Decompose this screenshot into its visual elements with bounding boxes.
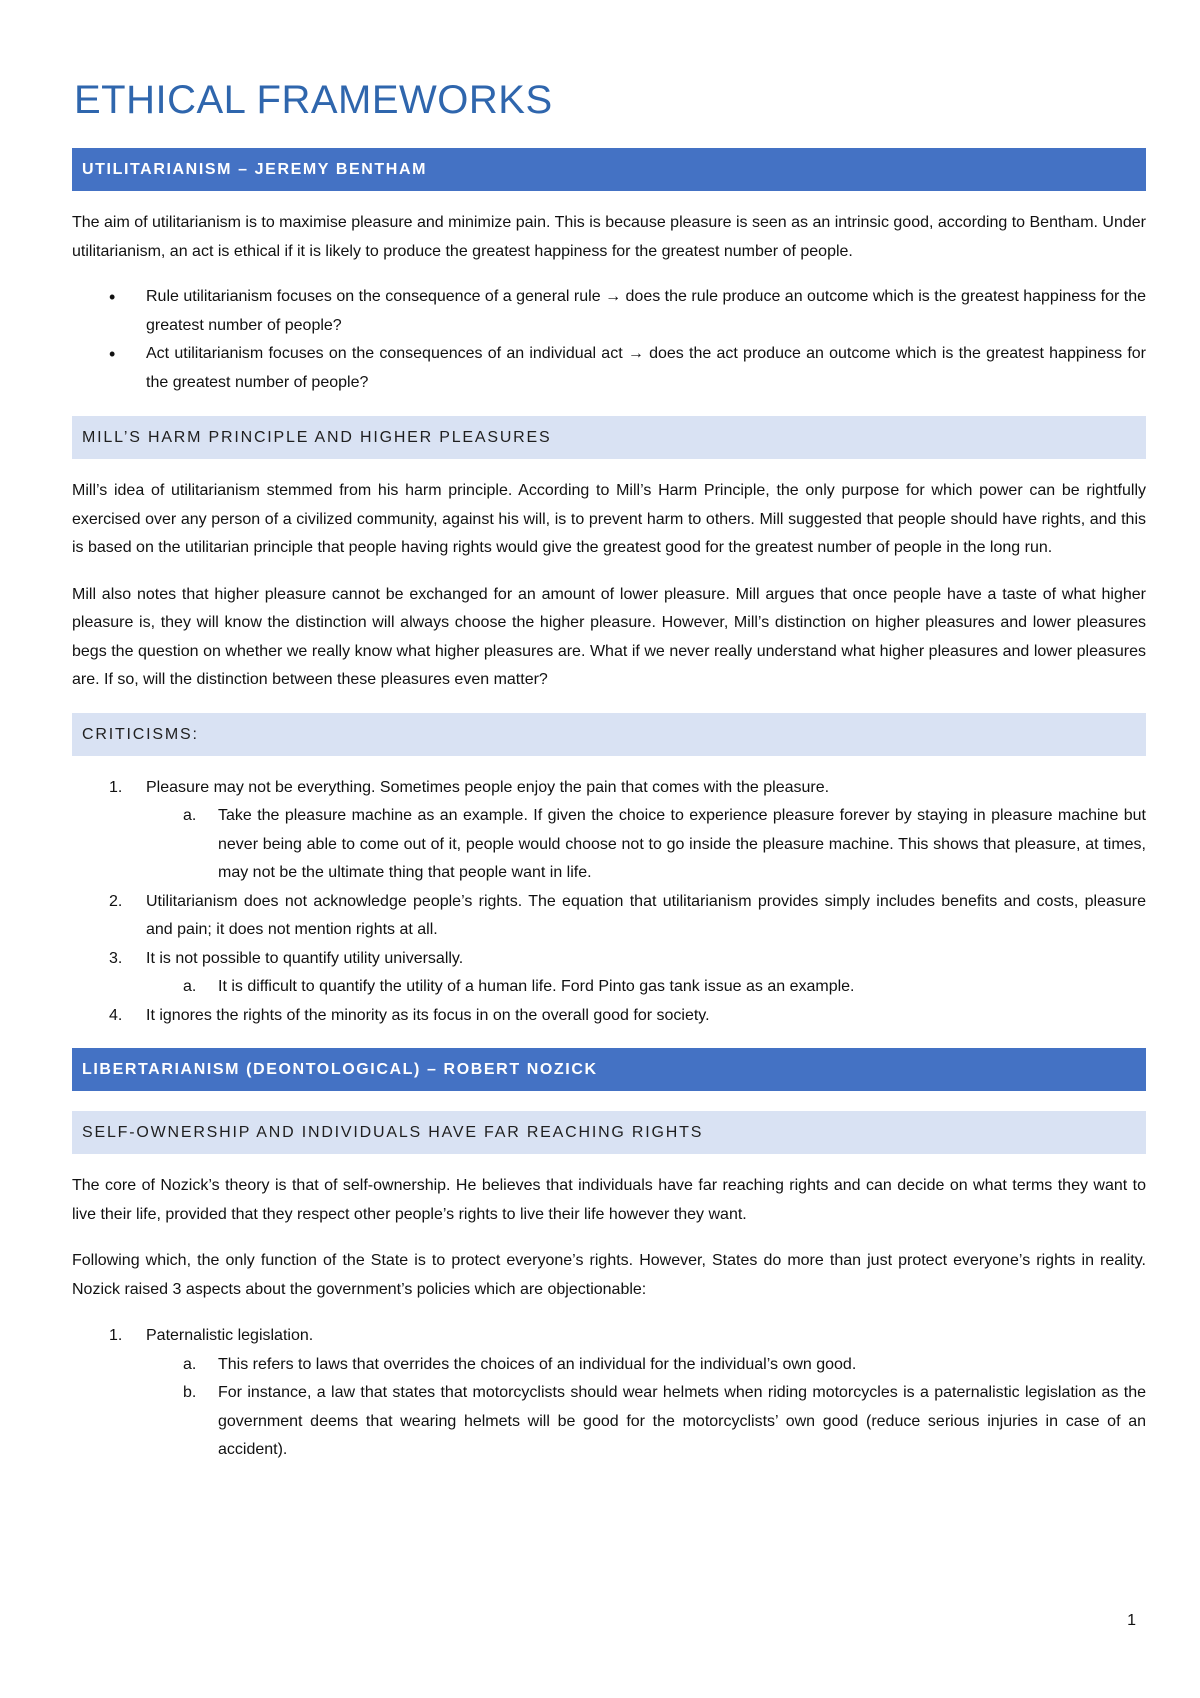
list-item: b. For instance, a law that states that motorcyclists should wear helmets when riding motorcycles is a paternalistic legislation as the government deems that wearing helmets will be good for the motorcyclists’ own good (reduce serious injuries in case of an accident).	[183, 1384, 1146, 1458]
utilitarianism-intro: The aim of utilitarianism is to maximise pleasure and minimize pain. This is because pleasure is seen as an intrinsic good, according to Bentham. Under utilitarianism, an act is ethical if it is likely to produce the greatest happiness for the greatest number of people.	[72, 214, 1146, 260]
list-item: 3. It is not possible to quantify utility universally.	[109, 949, 464, 967]
document-title: ETHICAL FRAMEWORKS	[74, 78, 553, 122]
section-heading-criticisms: CRITICISMS:	[72, 713, 1146, 756]
section-heading-mill: MILL’S HARM PRINCIPLE AND HIGHER PLEASURES	[72, 416, 1146, 459]
list-item: 1. Pleasure may not be everything. Sometimes people enjoy the pain that comes with the pleasure.	[109, 778, 830, 796]
list-item: 1. Paternalistic legislation.	[109, 1327, 314, 1344]
mill-paragraph-1: Mill’s idea of utilitarianism stemmed from his harm principle. According to Mill’s Harm Principle, the only purpose for which power can be rightfully exercised over any person of a civilized community, against his will, is to prevent harm to others. Mill suggested that people should have rights, and this is based on the utilitarian principle that people having rights would give the greatest good for the greatest number of people in the long run.	[72, 482, 1146, 556]
self-ownership-paragraph-2: Following which, the only function of the State is to protect everyone’s rights. However, States do more than just protect everyone’s rights in reality. Nozick raised 3 aspects about the government’s policies which are objectionable:	[72, 1252, 1146, 1298]
list-item: a. It is difficult to quantify the utility of a human life. Ford Pinto gas tank issue as an example.	[183, 978, 855, 995]
page-content	[72, 78, 1146, 1465]
section-heading-utilitarianism: UTILITARIANISM – JEREMY BENTHAM	[72, 148, 1146, 191]
page-number: 1	[1127, 1612, 1136, 1629]
objectionable-policies-list	[72, 1322, 1146, 1465]
self-ownership-paragraph-1: The core of Nozick’s theory is that of self-ownership. He believes that individuals have far reaching rights and can decide on what terms they want to live their life, provided that they respect other people’s rights to live their life however they want.	[72, 1177, 1146, 1223]
mill-paragraph-2: Mill also notes that higher pleasure cannot be exchanged for an amount of lower pleasure. Mill argues that once people have a taste of what higher pleasure is, they will know the distinction will always choose the higher pleasure. However, Mill’s distinction on higher pleasures and lower pleasures begs the question on whether we really know what higher pleasures are. What if we never really understand what higher pleasures and lower pleasures are. If so, will the distinction between these pleasures even matter?	[72, 585, 1146, 688]
utilitarianism-bullet-list	[72, 283, 1146, 397]
section-heading-libertarianism: LIBERTARIANISM (DEONTOLOGICAL) – ROBERT NOZICK	[72, 1048, 1146, 1091]
criticisms-list	[72, 774, 1146, 1031]
bullet-icon: •	[109, 344, 116, 364]
bullet-icon: •	[109, 287, 116, 307]
list-item: • Rule utilitarianism focuses on the consequence of a general rule → does the rule produce an outcome which is the greatest happiness for the greatest number of people?	[72, 283, 1146, 340]
list-item: a. Take the pleasure machine as an example. If given the choice to experience pleasure forever by staying in pleasure machine but never being able to come out of it, people would choose not to go inside the pleasure machine. This shows that pleasure, at times, may not be the ultimate thing that people want in life.	[183, 807, 1146, 881]
list-item: 2. Utilitarianism does not acknowledge people’s rights. The equation that utilitarianism provides simply includes benefits and costs, pleasure and pain; it does not mention rights at all.	[109, 892, 1146, 938]
section-heading-self-ownership: SELF-OWNERSHIP AND INDIVIDUALS HAVE FAR REACHING RIGHTS	[72, 1111, 1146, 1154]
list-item: 4. It ignores the rights of the minority as its focus in on the overall good for society.	[109, 1006, 710, 1024]
list-item: • Act utilitarianism focuses on the consequences of an individual act → does the act produce an outcome which is the greatest happiness for the greatest number of people?	[72, 340, 1146, 397]
list-item: a. This refers to laws that overrides the choices of an individual for the individual’s own good.	[183, 1355, 857, 1373]
